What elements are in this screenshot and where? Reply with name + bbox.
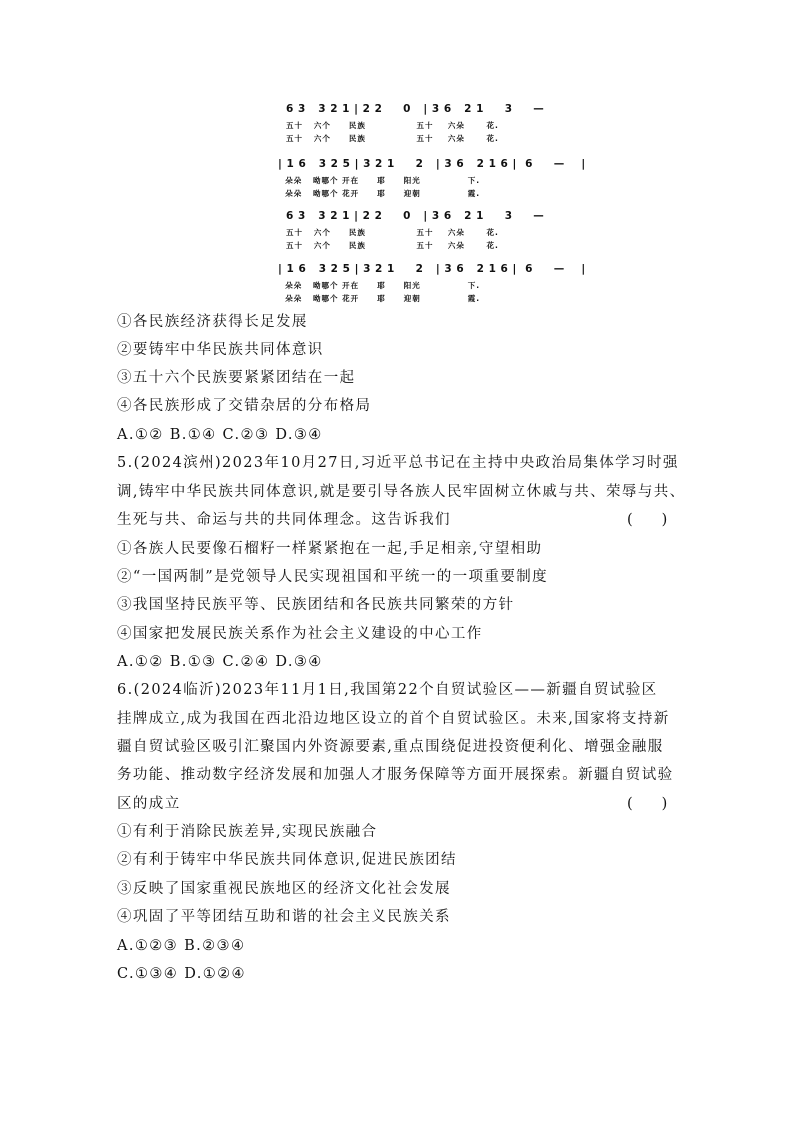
question-6-text: 挂牌成立,成为我国在西北沿边地区设立的首个自贸试验区。未来,国家将支持新	[117, 711, 670, 727]
answer-choices: C.①③④ D.①②④	[117, 966, 246, 982]
option-line: ④巩固了平等团结互助和谐的社会主义民族关系	[117, 909, 451, 925]
option-line: ②有利于铸牢中华民族共同体意识,促进民族团结	[117, 852, 457, 868]
question-5-text: 生死与共、命运与共的共同体理念。这告诉我们	[117, 512, 451, 528]
music-score	[278, 103, 586, 303]
option-line: ②“一国两制”是党领导人民实现祖国和平统一的一项重要制度	[117, 569, 549, 585]
option-line: ③我国坚持民族平等、民族团结和各民族共同繁荣的方针	[117, 597, 515, 613]
score-lyrics: 朵朵 呦哪个 花开 耶 迎朝 霞.	[278, 294, 481, 303]
option-line: ④国家把发展民族关系作为社会主义建设的中心工作	[117, 626, 483, 642]
score-notes: 6 3 3 2 1 | 2 2 0 | 3 6 2 1 3 —	[286, 210, 545, 222]
option-line: ③五十六个民族要紧紧团结在一起	[117, 370, 356, 386]
score-lyrics: 朵朵 呦哪个 开在 耶 阳光 下.	[278, 281, 481, 290]
question-5-text: 调,铸牢中华民族共同体意识,就是要引导各族人民牢固树立休戚与共、荣辱与共、	[117, 484, 686, 500]
score-lyrics: 五十 六个 民族 五十 六朵 花.	[286, 134, 499, 143]
score-lyrics: 五十 六个 民族 五十 六朵 花.	[286, 228, 499, 237]
score-notes: | 1 6 3 2 5 | 3 2 1 2 | 3 6 2 1 6 | 6 — |	[278, 158, 586, 170]
question-6-text: 区的成立	[117, 796, 181, 812]
question-5-text: 5.(2024滨州)2023年10月27日,习近平总书记在主持中央政治局集体学习时强	[117, 455, 679, 471]
option-line: ④各民族形成了交错杂居的分布格局	[117, 398, 372, 414]
option-line: ①各族人民要像石榴籽一样紧紧抱在一起,手足相亲,守望相助	[117, 541, 543, 557]
option-line: ②要铸牢中华民族共同体意识	[117, 342, 324, 358]
answer-choices: A.①② B.①④ C.②③ D.③④	[117, 427, 323, 443]
answer-blank: ( )	[627, 512, 668, 528]
answer-blank: ( )	[627, 796, 668, 812]
score-notes: | 1 6 3 2 5 | 3 2 1 2 | 3 6 2 1 6 | 6 — |	[278, 263, 586, 275]
option-line: ①各民族经济获得长足发展	[117, 314, 308, 330]
score-lyrics: 朵朵 呦哪个 开在 耶 阳光 下.	[278, 176, 481, 185]
score-lyrics: 五十 六个 民族 五十 六朵 花.	[286, 121, 499, 130]
answer-choices: A.①② B.①③ C.②④ D.③④	[117, 654, 323, 670]
score-lyrics: 朵朵 呦哪个 花开 耶 迎朝 霞.	[278, 189, 481, 198]
question-6-text: 务功能、推动数字经济发展和加强人才服务保障等方面开展探索。新疆自贸试验	[117, 767, 674, 783]
question-6-text: 疆自贸试验区吸引汇聚国内外资源要素,重点围绕促进投资便利化、增强金融服	[117, 739, 664, 755]
answer-choices: A.①②③ B.②③④	[117, 938, 246, 954]
question-6-text: 6.(2024临沂)2023年11月1日,我国第22个自贸试验区——新疆自贸试验区	[117, 682, 658, 698]
option-line: ①有利于消除民族差异,实现民族融合	[117, 824, 378, 840]
option-line: ③反映了国家重视民族地区的经济文化社会发展	[117, 881, 451, 897]
score-lyrics: 五十 六个 民族 五十 六朵 花.	[286, 241, 499, 250]
score-notes: 6 3 3 2 1 | 2 2 0 | 3 6 2 1 3 —	[286, 103, 545, 115]
